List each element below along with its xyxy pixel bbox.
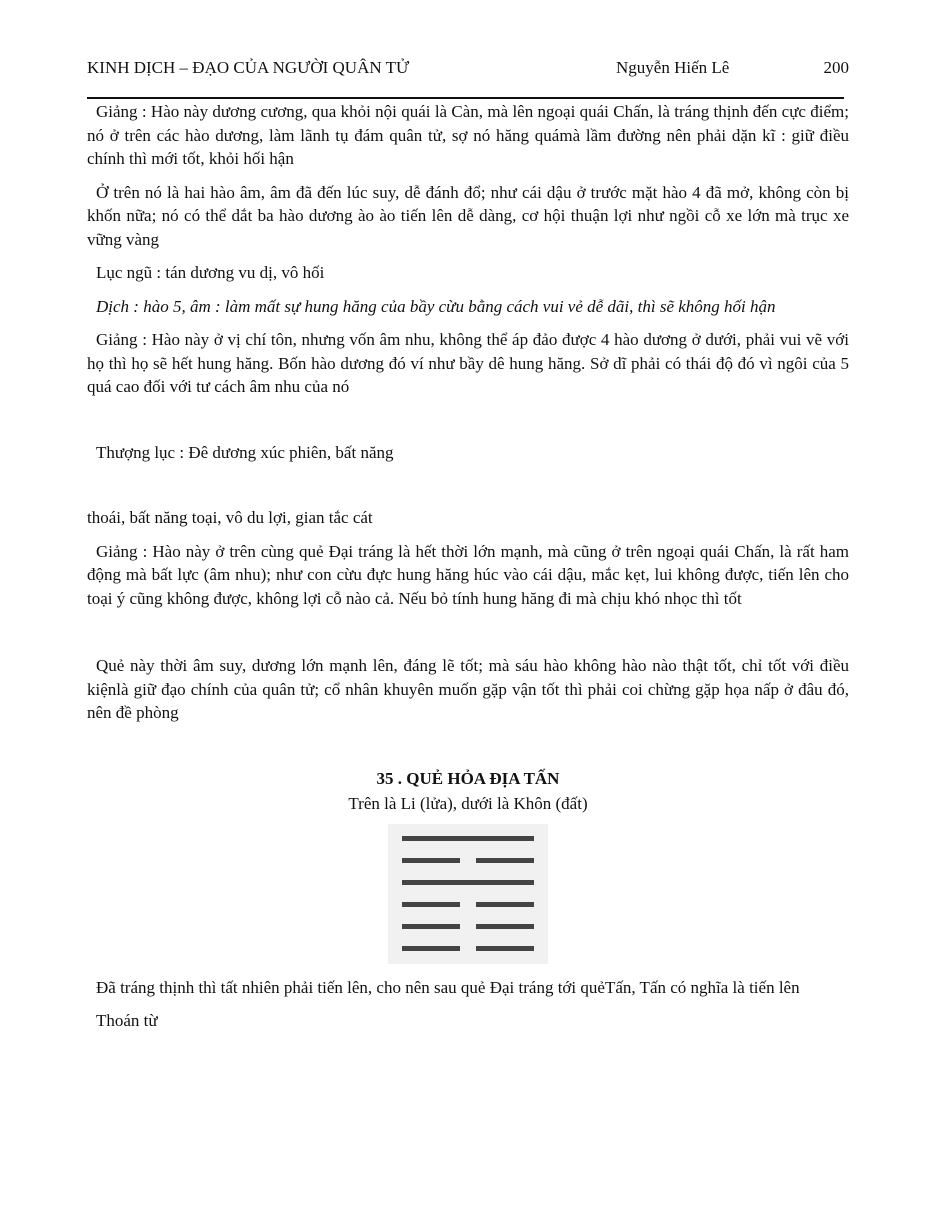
hexagram-yang-line <box>402 836 534 841</box>
hexagram-yin-line <box>402 924 534 929</box>
hexagram-line-segment <box>476 924 534 929</box>
section-title: 35 . QUẺ HỎA ĐỊA TẤN <box>376 768 560 788</box>
book-title: KINH DỊCH – ĐẠO CỦA NGƯỜI QUÂN TỬ <box>87 58 410 77</box>
paragraph: Giảng : Hào này ở trên cùng quẻ Đại tráng là hết thời lớn mạnh, mà cũng ở trên ngoại quái Chấn, là rất ham động mà bất lực (âm nhu); như con cừu đực hung hăng húc vào cái dậu, mắc kẹt, lui không được, tiến lên cho toại ý cũng không được, không lợi cỗ nào cả. Nếu bỏ tính hung hăng đi mà chịu khó nhọc thì tốt <box>87 541 849 608</box>
section-subtitle: Trên là Li (lửa), dưới là Khôn (đất) <box>348 794 588 813</box>
page-content <box>87 100 849 1043</box>
hexagram-line-segment <box>402 902 460 907</box>
hexagram-line-segment <box>402 946 460 951</box>
paragraph: Lục ngũ : tán dương vu dị, vô hối <box>96 263 325 282</box>
hexagram-line-segment <box>476 902 534 907</box>
hexagram-yin-line <box>402 946 534 951</box>
page-header <box>87 58 849 80</box>
header-rule <box>87 97 844 99</box>
spacer <box>87 620 849 654</box>
paragraph: Giảng : Hào này ở vị chí tôn, nhưng vốn âm nhu, không thể áp đảo được 4 hào dương ở dưới, phải vui vẽ với họ thì họ sẽ hết hung hăng. Bốn hào dương đó ví như bầy dê hung hăng. Sở dĩ phải có thái độ đó vì ngôi của 5 quá cao đối với tư cách âm nhu của nó <box>87 330 849 396</box>
page-number: 200 <box>823 58 849 77</box>
spacer <box>87 409 849 441</box>
hexagram-yang-line <box>402 880 534 885</box>
paragraph: thoái, bất năng toại, vô du lợi, gian tắc cát <box>87 508 373 527</box>
paragraph: Đã tráng thịnh thì tất nhiên phải tiến lên, cho nên sau quẻ Đại tráng tới quẻTấn, Tấn có nghĩa là tiến lên <box>96 977 800 997</box>
hexagram-line-segment <box>476 858 534 863</box>
paragraph: Quẻ này thời âm suy, dương lớn mạnh lên, đáng lẽ tốt; mà sáu hào không hào nào thật tốt, chỉ tốt với điều kiệnlà giữ đạo chính của quân tử; cổ nhân khuyên muốn gặp vận tốt thì phải coi chừng gặp họa nấp ở đâu đó, nên đề phòng <box>87 656 849 722</box>
hexagram-line-segment <box>402 924 460 929</box>
paragraph: Ở trên nó là hai hào âm, âm đã đến lúc suy, dễ đánh đổ; như cái dậu ở trước mặt hào 4 đã mở, không còn bị khốn nữa; nó có thể dắt ba hào dương ào ào tiến lên dễ dàng, cơ hội thuận lợi như ngồi cỗ xe lớn mà trục xe vững vàng <box>87 182 849 249</box>
paragraph: Thoán từ <box>96 1011 158 1030</box>
hexagram-figure <box>388 824 548 964</box>
hexagram-yin-line <box>402 858 534 863</box>
hexagram-yin-line <box>402 902 534 907</box>
paragraph: Thượng lục : Đê dương xúc phiên, bất năng <box>96 442 394 462</box>
paragraph: Giảng : Hào này dương cương, qua khỏi nội quái là Càn, mà lên ngoại quái Chấn, là tráng thịnh đến cực điểm; nó ở trên các hào dương, làm lãnh tụ đám quân tử, sợ nó hăng quámà lầm đường nên phải dặn kĩ : giữ điều chính thì mới tốt, khỏi hối hận <box>87 102 849 168</box>
translation-paragraph: Dịch : hào 5, âm : làm mất sự hung hăng của bầy cừu bằng cách vui vẻ dễ dãi, thì sẽ không hối hận <box>96 296 776 316</box>
author-name: Nguyễn Hiến Lê <box>616 58 730 77</box>
hexagram-line-segment <box>402 836 534 841</box>
hexagram-line-segment <box>402 880 534 885</box>
hexagram-line-segment <box>402 858 460 863</box>
spacer <box>87 735 849 767</box>
spacer <box>87 474 849 506</box>
hexagram-line-segment <box>476 946 534 951</box>
